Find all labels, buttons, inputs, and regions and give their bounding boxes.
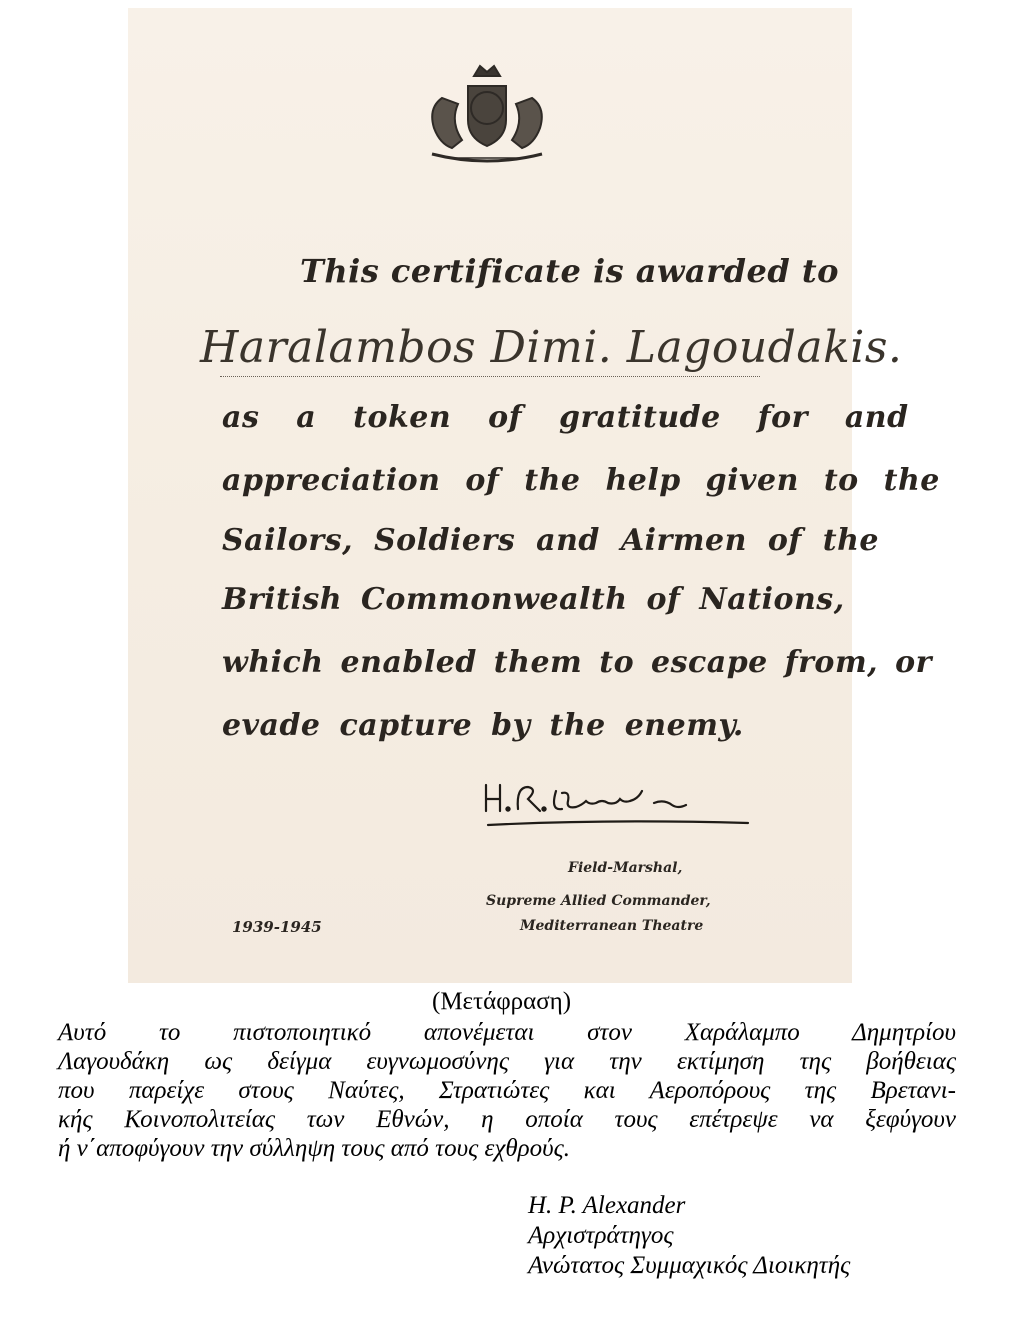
translation-heading: (Μετάφραση): [432, 988, 572, 1015]
translation-line: κής Κοινοπολιτείας των Εθνών, η οποία τους επέτρεψε να ξεφύγουν: [58, 1106, 956, 1133]
rank-line: Mediterranean Theatre: [520, 918, 704, 934]
translation-signature-title: Ανώτατος Συμμαχικός Διοικητής: [528, 1252, 851, 1279]
rank-line: Supreme Allied Commander,: [486, 893, 711, 909]
translation-paragraph: [58, 1018, 956, 1163]
certificate-body-line: as a token of gratitude for and: [222, 400, 909, 435]
rank-line: Field-Marshal,: [568, 860, 683, 876]
recipient-name: Haralambos Dimi. Lagoudakis.: [200, 322, 903, 373]
translation-line: ή ν΄αποφύγουν την σύλληψη τους από τους εχθρούς.: [58, 1135, 570, 1162]
translation-line: Αυτό το πιστοποιητικό απονέμεται στον Χαράλαμπο Δημητρίου: [58, 1019, 956, 1046]
certificate-body-line: which enabled them to escape from, or: [222, 645, 932, 680]
certificate-body-line: appreciation of the help given to the: [222, 463, 940, 498]
service-dates: 1939-1945: [232, 918, 322, 936]
certificate-body-line: Sailors, Soldiers and Airmen of the: [222, 523, 880, 558]
translation-line: που παρείχε στους Ναύτες, Στρατιώτες και Αεροπόρους της Βρετανι-: [58, 1077, 956, 1104]
certificate-opening-line: This certificate is awarded to: [300, 252, 840, 290]
translation-line: Λαγουδάκη ως δείγμα ευγνωμοσύνης για την εκτίμηση της βοήθειας: [58, 1048, 956, 1075]
handwritten-signature: [478, 775, 753, 835]
certificate-body-line: evade capture by the enemy.: [222, 708, 744, 743]
translation-signature-name: H. P. Alexander: [528, 1192, 686, 1219]
recipient-underline: [220, 376, 760, 377]
translation-signature-rank: Αρχιστράτηγος: [528, 1222, 674, 1249]
royal-coat-of-arms-icon: [412, 58, 562, 168]
certificate-body-line: British Commonwealth of Nations,: [222, 582, 845, 617]
